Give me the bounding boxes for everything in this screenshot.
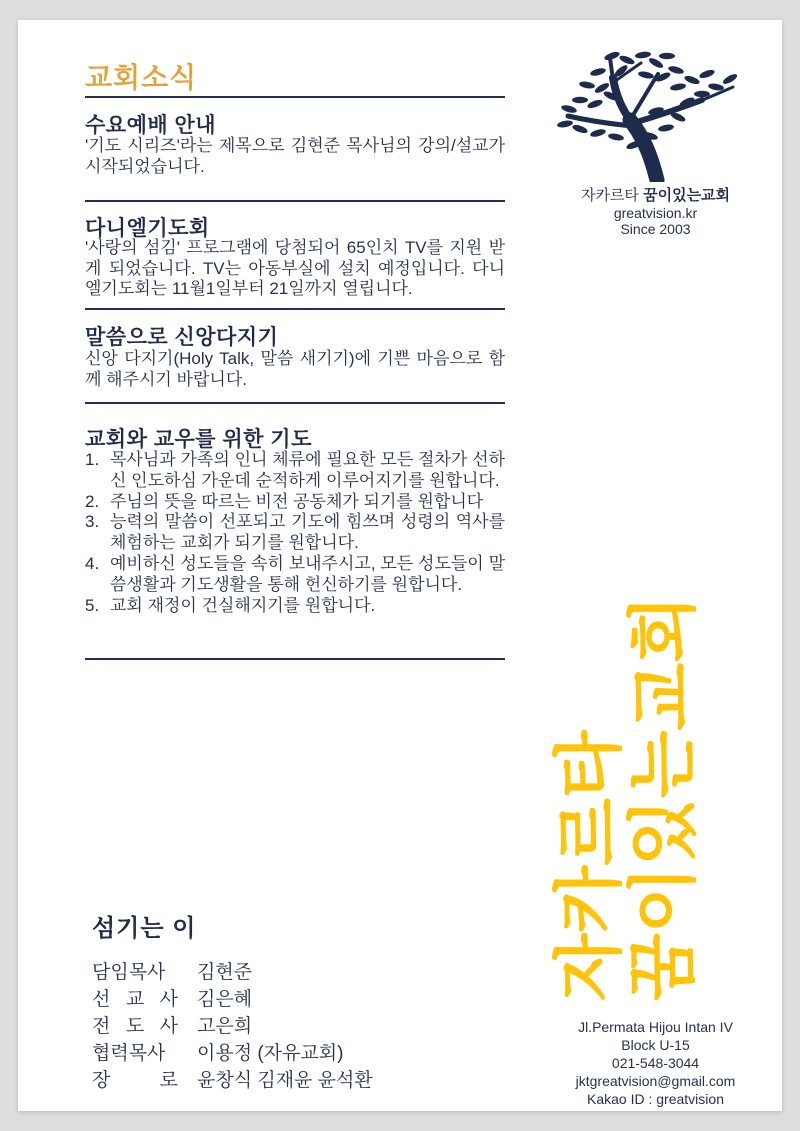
section-body-daniel-prayer: '사랑의 섬김' 프로그램에 당첨되어 65인치 TV를 지원 받게 되었습니다. TV는 아동부실에 설치 예정입니다. 다니엘기도회는 11월1일부터 21일까지 열립니다. (85, 238, 505, 298)
vertical-church-name-banner (552, 581, 700, 1001)
prayer-item-text: 능력의 말씀이 선포되고 기도에 힘쓰며 성령의 역사를 체험하는 교회가 되기를 원합니다. (110, 512, 505, 553)
divider (85, 96, 505, 98)
prayer-item-number: 2. (85, 491, 100, 511)
church-logo (518, 50, 793, 237)
kakao-id: Kakao ID : greatvision (587, 1091, 724, 1107)
prayer-item-text: 주님의 뜻을 따르는 비전 공동체가 되기를 원합니다 (110, 491, 484, 511)
serving-name: 김은혜 (197, 989, 253, 1010)
logo-website: greatvision.kr (613, 205, 698, 221)
prayer-item (85, 492, 505, 513)
prayer-item-text: 목사님과 가족의 인니 체류에 필요한 모든 절차가 선하신 인도하심 가운데 순적하게 이루어지기를 원합니다. (110, 450, 505, 490)
address-line-1: Jl.Permata Hijou Intan IV (578, 1019, 733, 1035)
serving-section (92, 908, 512, 1092)
section-heading-daniel-prayer: 다니엘기도회 (85, 217, 210, 240)
prayer-item-text: 교회 재정이 건실해지기를 원합니다. (110, 595, 376, 615)
section-heading-holy-talk: 말씀으로 신앙다지기 (85, 326, 279, 349)
prayer-item-number: 3. (85, 512, 100, 532)
divider (85, 402, 505, 404)
prayer-list (85, 450, 505, 616)
prayer-item (85, 596, 505, 617)
prayer-item-number: 5. (85, 595, 100, 615)
banner-line-city: 자카르타 (550, 730, 628, 1001)
serving-name: 윤창식 김재윤 윤석환 (197, 1070, 373, 1091)
section-body-holy-talk: 신앙 다지기(Holy Talk, 말씀 새기기)에 기쁜 마음으로 함께 해주시기 바랍니다. (85, 349, 505, 389)
serving-rows (92, 957, 512, 1092)
address-line-2: Block U-15 (621, 1037, 690, 1053)
email-address: jktgreatvision@gmail.com (575, 1073, 736, 1089)
bulletin-page (18, 20, 782, 1111)
section-heading-prayer: 교회와 교우를 위한 기도 (85, 428, 312, 451)
divider (85, 200, 505, 202)
serving-role: 협력목사 (92, 1043, 166, 1064)
logo-church-name-main: 꿈이있는교회 (643, 187, 731, 204)
serving-row (92, 1011, 512, 1038)
serving-row (92, 957, 512, 984)
tree-logo-icon (518, 50, 793, 182)
prayer-item-number: 4. (85, 553, 100, 573)
divider (85, 658, 505, 660)
serving-row (92, 1065, 512, 1092)
serving-name: 이용정 (자유교회) (197, 1043, 344, 1064)
serving-row (92, 1038, 512, 1065)
page-title: 교회소식 (85, 62, 198, 93)
banner-line-church: 꿈이있는교회 (624, 595, 702, 1001)
prayer-item-text: 예비하신 성도들을 속히 보내주시고, 모든 성도들이 말씀생활과 기도생활을 통해 헌신하기를 원합니다. (110, 553, 505, 594)
serving-heading: 섬기는 이 (92, 915, 197, 942)
logo-since: Since 2003 (620, 221, 691, 237)
prayer-item (85, 512, 505, 554)
serving-name: 고은희 (197, 1016, 253, 1037)
prayer-item (85, 554, 505, 596)
section-heading-wednesday-service: 수요예배 안내 (85, 114, 217, 137)
serving-row (92, 984, 512, 1011)
serving-role: 장 로 (92, 1070, 178, 1091)
serving-name: 김현준 (197, 962, 253, 983)
serving-role: 선 교 사 (92, 989, 178, 1010)
serving-role: 전 도 사 (92, 1016, 178, 1037)
serving-role: 담임목사 (92, 962, 166, 983)
contact-block (518, 1018, 793, 1108)
prayer-item-number: 1. (85, 450, 100, 469)
logo-church-name-city: 자카르타 (580, 187, 639, 204)
section-body-wednesday-service: '기도 시리즈'라는 제목으로 김현준 목사님의 강의/설교가 시작되었습니다. (85, 136, 505, 176)
phone-number: 021-548-3044 (611, 1055, 700, 1071)
logo-church-name (518, 184, 793, 205)
divider (85, 308, 505, 310)
prayer-item (85, 450, 505, 492)
